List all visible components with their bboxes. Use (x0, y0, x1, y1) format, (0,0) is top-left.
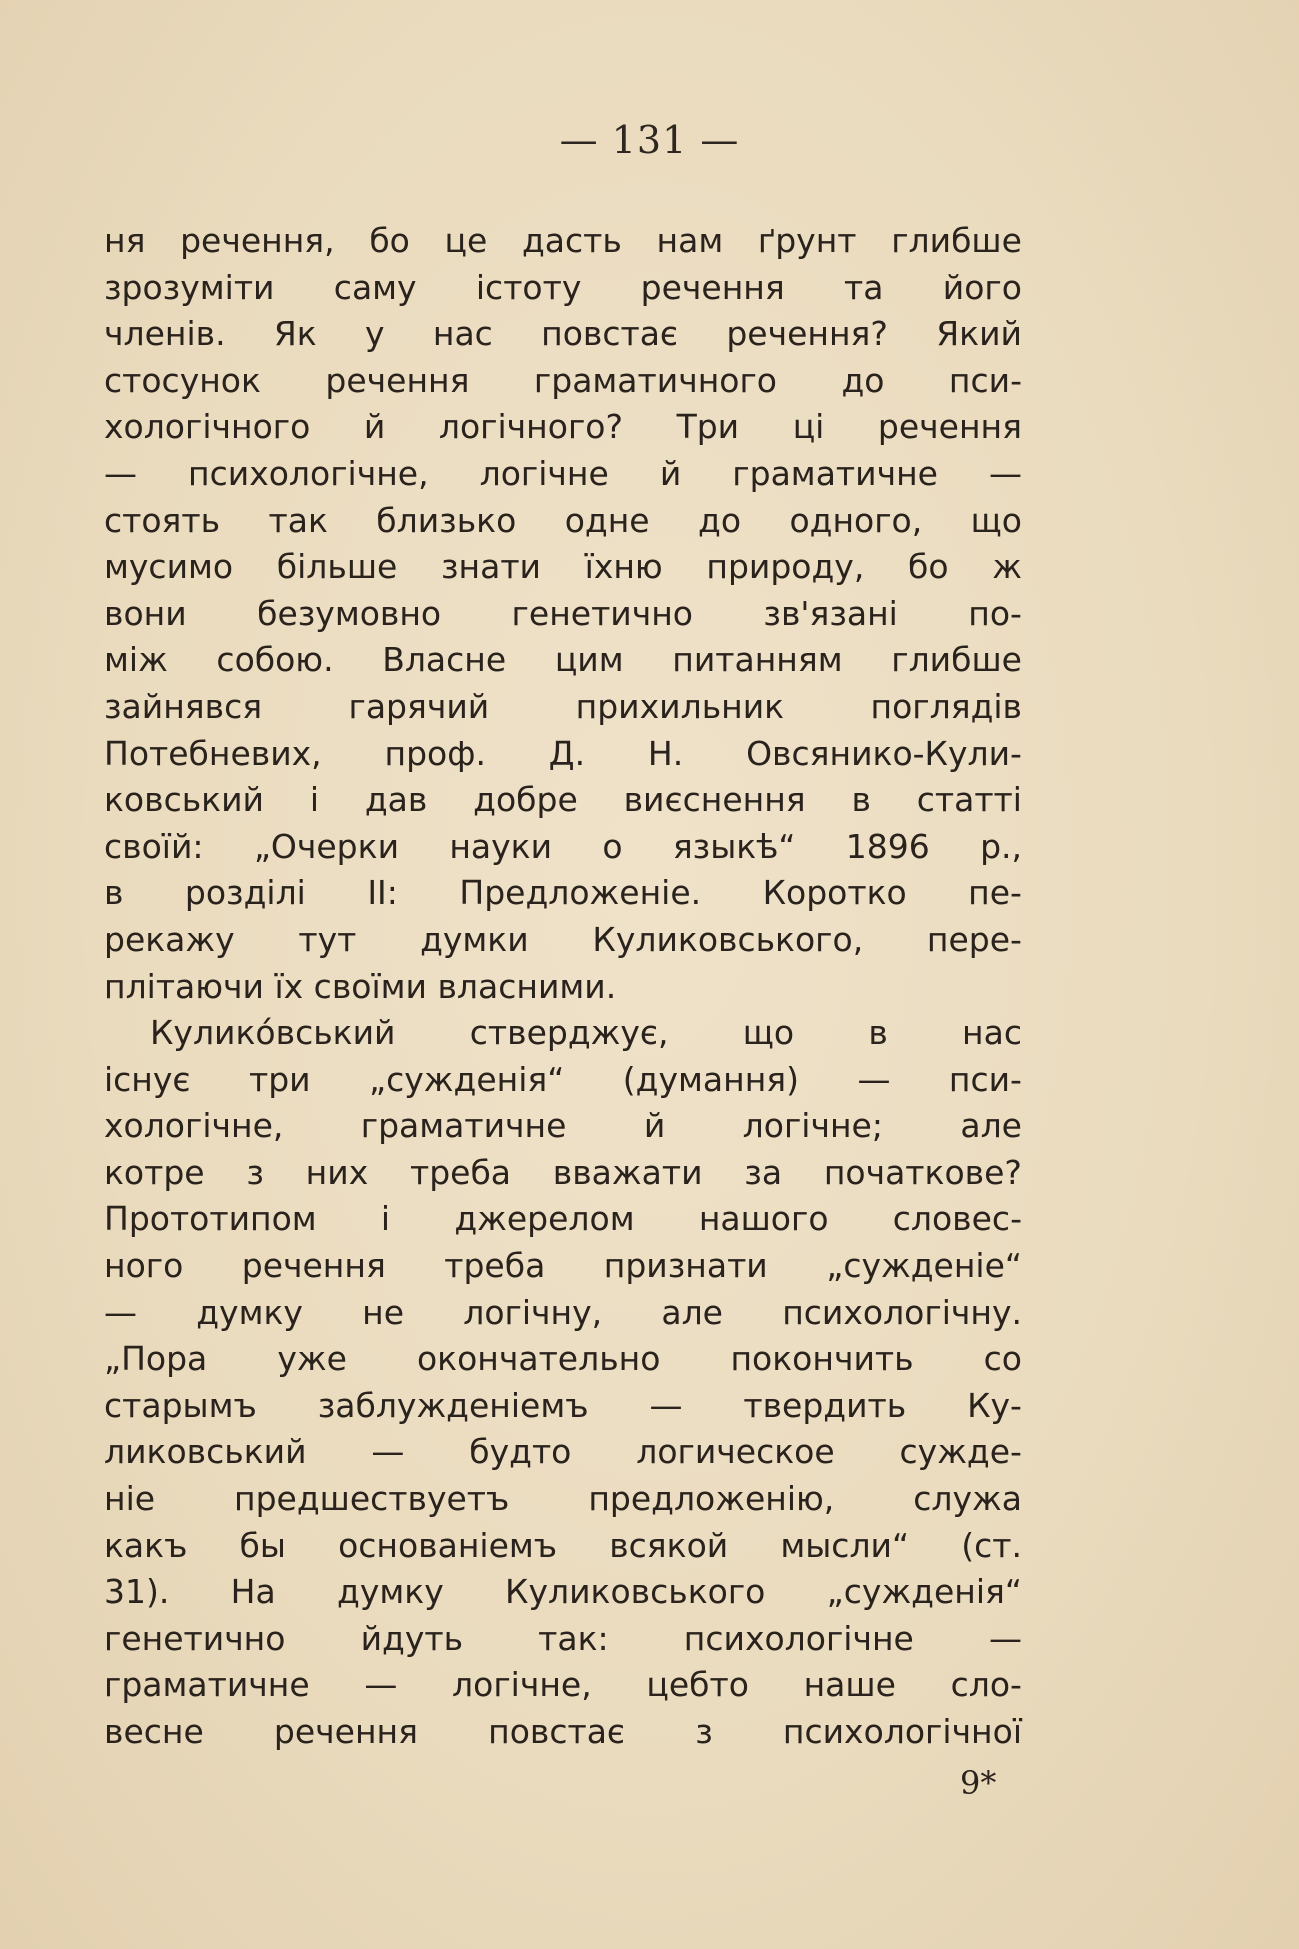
text-line: стоять так близько одне до одного, що (104, 500, 1022, 540)
text-line: вони безумовно генетично зв'язані по- (104, 593, 1022, 633)
text-line: членів. Як у нас повстає речення? Який (104, 314, 1022, 354)
text-line: стосунок речення граматичного до пси- (104, 360, 1022, 400)
text-line: плітаючи їх своїми власними. (104, 966, 617, 1006)
page-number: — 131 — (559, 118, 740, 162)
text-line: ликовський — будто логическое сужде- (104, 1432, 1022, 1472)
text-line: — думку не логічну, але психологічну. (104, 1292, 1022, 1332)
text-line: Прототипом і джерелом нашого словес- (104, 1199, 1022, 1239)
signature-mark: 9* (960, 1764, 997, 1802)
text-line: ковський і дав добре виєснення в статті (104, 780, 1022, 820)
text-line: ного речення треба признати „сужденіе“ (104, 1246, 1022, 1286)
text-line: рекажу тут думки Куликовського, пере- (104, 919, 1022, 959)
text-line: зрозуміти саму істоту речення та його (104, 267, 1022, 307)
text-line: „Пора уже окончательно покончить со (104, 1339, 1022, 1379)
text-line: Куликóвський стверджує, що в нас (150, 1013, 1022, 1053)
text-line: — психологічне, логічне й граматичне — (104, 453, 1022, 493)
text-line: ня речення, бо це дасть нам ґрунт глибше (104, 221, 1022, 260)
text-line: своїй: „Очерки науки о языкѣ“ 1896 р., (104, 826, 1022, 866)
text-line: старымъ заблужденіемъ — твердить Ку- (104, 1385, 1022, 1425)
text-line: між собою. Власне цим питанням глибше (104, 640, 1022, 680)
text-line: какъ бы основаніемъ всякой мысли“ (ст. (104, 1525, 1022, 1565)
body-text (104, 218, 1022, 1756)
text-line: весне речення повстає з психологічної (104, 1712, 1022, 1751)
text-line: хологічне, граматичне й логічне; але (104, 1106, 1022, 1146)
text-line: в розділі ІІ: Предложеніе. Коротко пе- (104, 873, 1022, 913)
text-line: зайнявся гарячий прихильник поглядів (104, 686, 1022, 726)
text-line: Потебневих, проф. Д. Н. Овсянико-Кули- (104, 733, 1022, 773)
text-line: генетично йдуть так: психологічне — (104, 1618, 1022, 1658)
text-line: граматичне — логічне, цебто наше сло- (104, 1665, 1022, 1705)
text-line: існує три „сужденія“ (думання) — пси- (104, 1059, 1022, 1099)
text-line: хологічного й логічного? Три ці речення (104, 407, 1022, 447)
text-line: ніе предшествуетъ предложенію, служа (104, 1479, 1022, 1519)
text-line: мусимо більше знати їхню природу, бо ж (104, 547, 1022, 587)
text-line: котре з них треба вважати за початкове? (104, 1152, 1022, 1192)
text-line: 31). На думку Куликовського „сужденія“ (104, 1572, 1022, 1612)
